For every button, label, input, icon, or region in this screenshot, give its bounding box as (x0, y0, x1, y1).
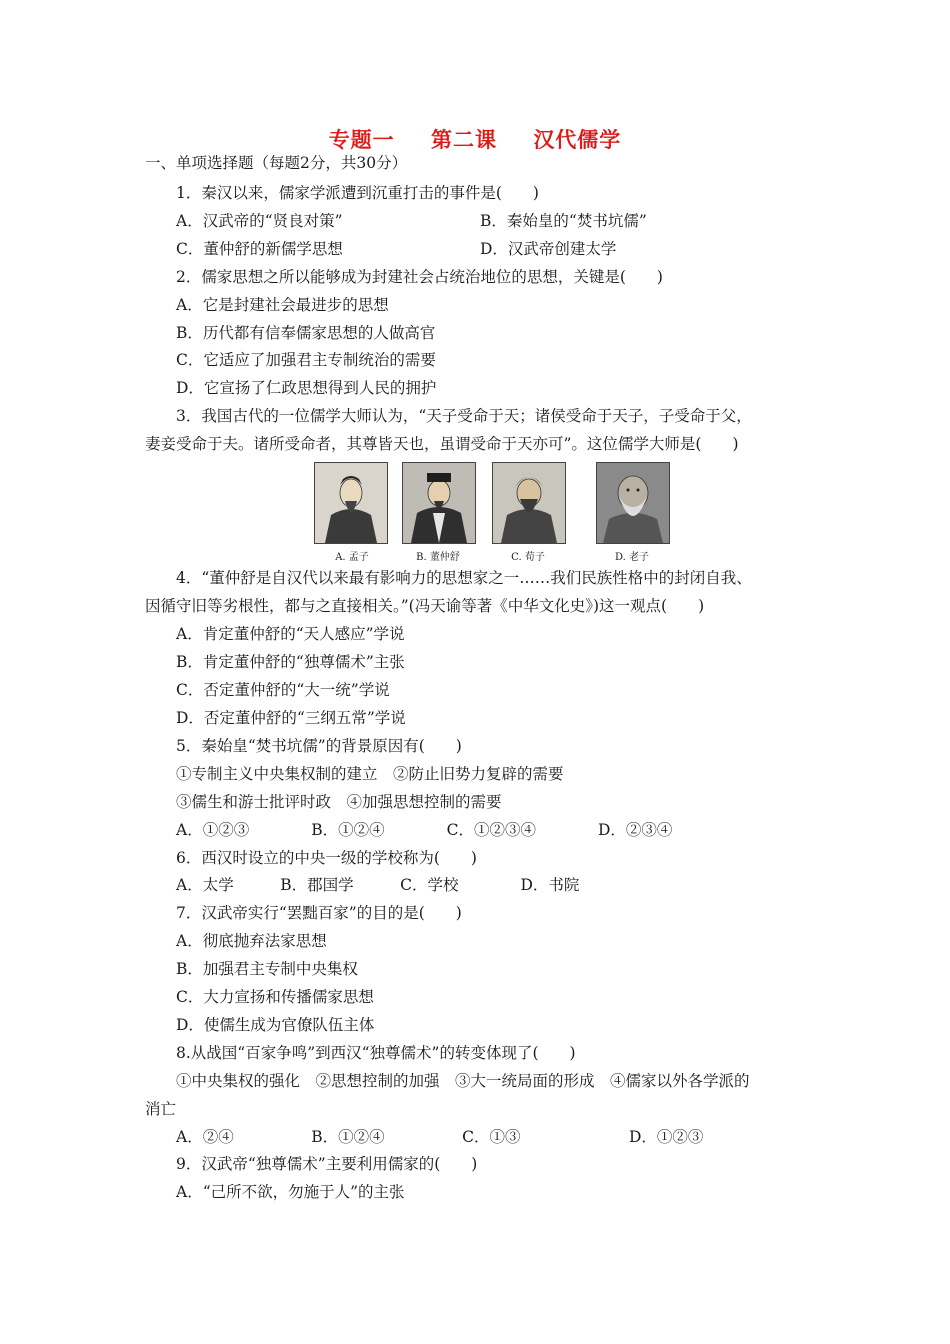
q4-option-d: D．否定董仲舒的“三纲五常”学说 (176, 709, 406, 727)
portrait-d-caption: D. 老子 (614, 552, 650, 563)
portrait-a-image (314, 462, 388, 544)
q3-stem-line2: 妻妾受命于夫。诸所受命者，其尊皆天也，虽谓受命于天亦可”。这位儒学大师是( ) (145, 435, 739, 453)
q6-options: A．太学 B．郡国学 C．学校 D．书院 (176, 876, 580, 894)
q3-portraits (312, 462, 692, 570)
portrait-c-image (492, 462, 566, 544)
portrait-d-image (596, 462, 670, 544)
portrait-a-caption: A. 孟子 (335, 552, 369, 563)
q1-stem: 1．秦汉以来，儒家学派遭到沉重打击的事件是( ) (176, 184, 539, 202)
q9-option-a: A．“己所不欲，勿施于人”的主张 (176, 1183, 405, 1201)
q7-option-c: C．大力宣扬和传播儒家思想 (176, 988, 374, 1006)
title-lesson: 第二课 (431, 128, 497, 152)
q8-statements-1: ①中央集权的强化 ②思想控制的加强 ③大一统局面的形成 ④儒家以外各学派的 (176, 1072, 750, 1090)
q1-option-b: B．秦始皇的“焚书坑儒” (480, 212, 647, 230)
q8-stem: 8.从战国“百家争鸣”到西汉“独尊儒术”的转变体现了( ) (176, 1044, 576, 1062)
q8-statements-2: 消亡 (145, 1100, 177, 1118)
q1-option-c: C．董仲舒的新儒学思想 (176, 240, 343, 258)
q7-option-d: D．使儒生成为官僚队伍主体 (176, 1016, 375, 1034)
portrait-b-caption: B. 董仲舒 (416, 552, 460, 563)
q9-stem: 9．汉武帝“独尊儒术”主要利用儒家的( ) (176, 1155, 478, 1173)
title-topic: 专题一 (328, 128, 395, 152)
q7-stem: 7．汉武帝实行“罢黜百家”的目的是( ) (176, 904, 462, 922)
q1-option-a: A．汉武帝的“贤良对策” (176, 212, 343, 230)
q1-options-row2 (176, 238, 846, 260)
section-heading: 一、单项选择题（每题2分，共30分） (145, 154, 408, 172)
portrait-c-caption: C. 荀子 (511, 552, 545, 563)
q4-option-c: C．否定董仲舒的“大一统”学说 (176, 681, 390, 699)
q5-statements-2: ③儒生和游士批评时政 ④加强思想控制的需要 (176, 793, 502, 811)
q2-option-a: A．它是封建社会最进步的思想 (176, 296, 389, 314)
page-title (0, 124, 950, 154)
q6-stem: 6．西汉时设立的中央一级的学校称为( ) (176, 849, 477, 867)
q8-options: A．②④ B．①②④ C．①③ D．①②③ (176, 1128, 704, 1146)
q3-stem-line1: 3．我国古代的一位儒学大师认为，“天子受命于天；诸侯受命于天子，子受命于父， (176, 407, 752, 425)
q7-option-b: B．加强君主专制中央集权 (176, 960, 358, 978)
q2-stem: 2．儒家思想之所以能够成为封建社会占统治地位的思想，关键是( ) (176, 268, 663, 286)
q4-option-a: A．肯定董仲舒的“天人感应”学说 (176, 625, 405, 643)
q5-stem: 5．秦始皇“焚书坑儒”的背景原因有( ) (176, 737, 462, 755)
q1-options-row1 (176, 210, 846, 232)
q2-option-b: B．历代都有信奉儒家思想的人做高官 (176, 324, 436, 342)
portrait-b-image (402, 462, 476, 544)
q4-stem-line2: 因循守旧等劣根性，都与之直接相关。”(冯天谕等著《中华文化史》)这一观点( ) (145, 597, 705, 615)
q7-option-a: A．彻底抛弃法家思想 (176, 932, 327, 950)
q5-options: A．①②③ B．①②④ C．①②③④ D．②③④ (176, 821, 673, 839)
q1-option-d: D．汉武帝创建太学 (480, 240, 617, 258)
q4-stem-line1: 4．“董仲舒是自汉代以来最有影响力的思想家之一……我们民族性格中的封闭自我、 (176, 569, 752, 587)
q5-statements-1: ①专制主义中央集权制的建立 ②防止旧势力复辟的需要 (176, 765, 564, 783)
q2-option-d: D．它宣扬了仁政思想得到人民的拥护 (176, 379, 437, 397)
title-subject: 汉代儒学 (533, 128, 622, 152)
q2-option-c: C．它适应了加强君主专制统治的需要 (176, 351, 436, 369)
q4-option-b: B．肯定董仲舒的“独尊儒术”主张 (176, 653, 405, 671)
